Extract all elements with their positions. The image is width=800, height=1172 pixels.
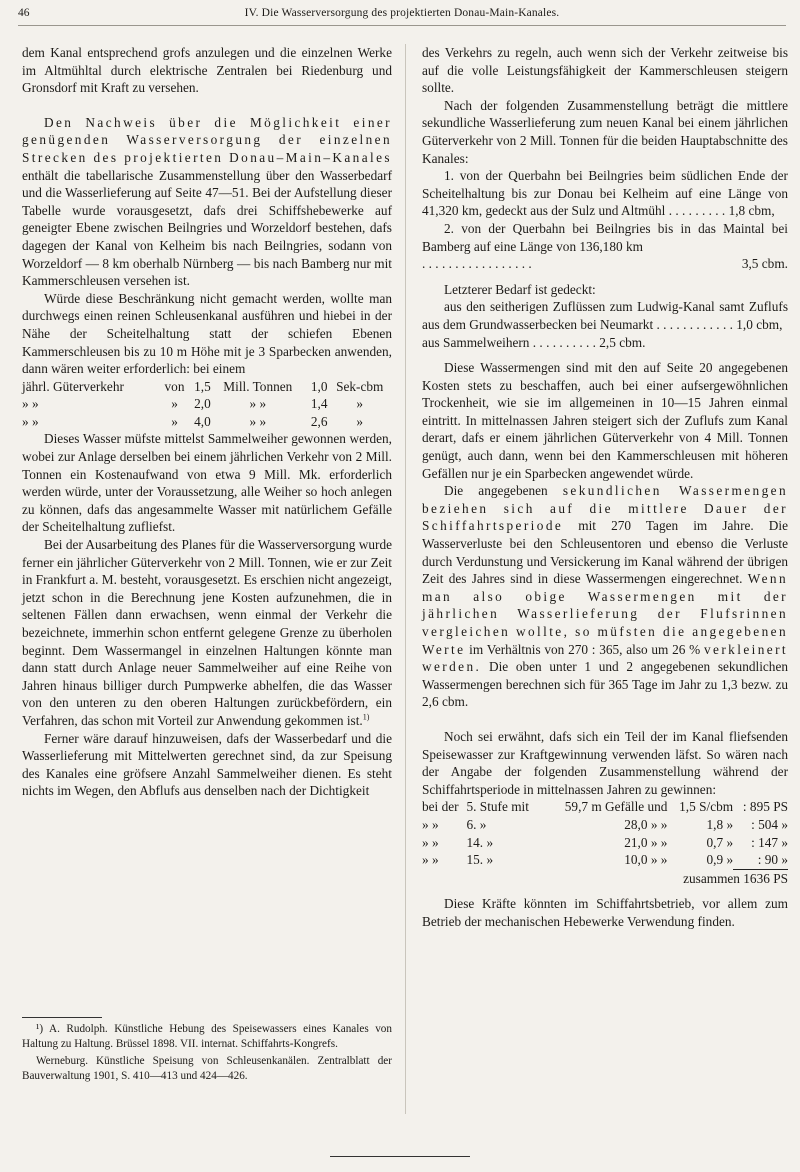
table-cell: 5. Stufe mit: [466, 799, 529, 815]
paragraph: Diese Kräfte könnten im Schiffahrtsbetrieb, vor allem zum Betrieb der mechanischen Hebewerke Verwendung finden.: [422, 896, 788, 929]
table-row: [22, 395, 392, 413]
spaced-text: Wenn man also obige Wassermengen mit der jährlichen Wasserlieferung der Flufsrinnen vergleichen wollte, so müfsten die angegebenen Werte: [422, 571, 788, 657]
paragraph: Die angegebenen sekundlichen Wassermengen beziehen sich auf die mittlere Dauer der Schiffahrtsperiode mit 270 Tagen im Jahre. Die Wasserverluste bei den Schleusentoren und ebenso die Verluste durch Verdunstung und Versickerung im Kanal während der übrigen Zeit des Jahres sind in diese Wassermengen eingerechnet. Wenn man also obige Wassermengen mit der jährlichen Wasserlieferung der Flufsrinnen vergleichen wollte, so müfsten die angegebenen Werte im Verhältnis von 270 : 365, also um 26 % verkleinert werden. Die oben unter 1 und 2 angegebenen sekundlichen Wassermengen berechnen sich für 365 Tage im Jahr zu 1,3 bezw. zu 2,6 cbm.: [422, 483, 788, 710]
spaced-text: Den Nachweis über die Möglichkeit einer genügenden Wasserversorgung der einzelnen Strecken des projektierten Donau–Main–Kanales: [22, 114, 392, 165]
table-cell: » »: [249, 413, 267, 429]
table-cell: »: [171, 396, 178, 412]
paragraph: Nach der folgenden Zusammenstellung beträgt die mittlere sekundliche Wasserlieferung zum neuen Kanal bei einem jährlichen Güterverkehr von 2 Mill. Tonnen für die beiden Hauptabschnitte des Kanales:: [422, 97, 788, 166]
table-cell: » »: [22, 413, 39, 429]
bottom-rule: [330, 1156, 470, 1157]
table-cell: 1,8 »: [706, 816, 734, 832]
table-cell: : 504 »: [751, 816, 788, 832]
table-cell: » »: [422, 816, 439, 832]
list-item: aus den seitherigen Zuflüssen zum Ludwig-Kanal samt Zuflufs aus dem Grundwasserbecken bei Neumarkt . . . . . . . . . . . . 1,0 cbm,: [422, 299, 788, 332]
table-row: [22, 378, 392, 396]
table-cell: : 90 »: [733, 851, 788, 869]
paragraph: Letzterer Bedarf ist gedeckt:: [444, 281, 596, 297]
table-cell: 1,0: [310, 378, 328, 394]
table-cell: jährl. Güterverkehr: [22, 378, 124, 394]
running-header: [18, 7, 786, 23]
table-cell: » »: [422, 834, 439, 850]
table-cell: Mill. Tonnen: [223, 378, 293, 394]
spaced-text: verkleinert werden.: [422, 641, 788, 675]
list-item: 2. von der Querbahn bei Beilngries bis in das Maintal bei Bamberg auf eine Länge von 136,180 km: [422, 220, 788, 254]
traffic-table: [22, 378, 392, 431]
table-cell: 2,6: [310, 413, 328, 429]
left-column: [22, 44, 392, 800]
table-cell: 28,0 » »: [624, 816, 668, 832]
table-cell: »: [356, 396, 364, 412]
table-cell: 0,7 »: [706, 834, 734, 850]
spaced-text: sekundlichen Wassermengen beziehen sich auf die mittlere Dauer der Schiffahrtsperiode: [422, 483, 788, 534]
table-cell: Sek-cbm: [336, 378, 384, 394]
page-number: 46: [18, 7, 30, 19]
header-rule: [18, 25, 786, 26]
table-cell: 1,4: [310, 396, 328, 412]
table-row: [422, 851, 788, 869]
running-title: IV. Die Wasserversorgung des projektierten Donau-Main-Kanales.: [244, 7, 560, 19]
column-divider: [405, 44, 406, 1114]
footnote-ref[interactable]: 1): [362, 712, 370, 722]
table-cell: 0,9 »: [706, 852, 734, 868]
table-cell: 15. »: [466, 852, 494, 868]
paragraph: Diese Wassermengen sind mit den auf Seite 20 angegebenen Kosten stets zu beschaffen, auch bei einer aufsergewöhnlichen Trockenheit, wie sie im allgemeinen in 10—15 Jahren einmal eintritt. In mittelnassen Jahren steigert sich der Zuflufs zum Kanal derart, dafs er einem jährlichen Güterverkehr von 4 Mill. Tonnen genügt, auch dann, wenn bei den Kammerschleusen mit höheren Gefällen nur je ein Sparbecken angewendet würde.: [422, 360, 788, 481]
table-cell: » »: [249, 396, 267, 412]
table-cell: »: [171, 413, 178, 429]
leader-line: . . . . . . . . . . . . . . . . . 3,5 cbm.: [422, 256, 788, 272]
list-item: aus Sammelweihern . . . . . . . . . . 2,5 cbm.: [422, 334, 646, 350]
footnotes: [22, 1022, 392, 1086]
paragraph: Noch sei erwähnt, dafs sich ein Teil der im Kanal fliefsenden Speisewasser zur Kraftgewinnung verwenden läfst. So wären nach der Angabe der folgenden Zusammenstellung während der Schiffahrtsperiode in mittelnassen Jahren zu gewinnen:: [422, 728, 788, 797]
table-cell: 4,0: [194, 413, 211, 429]
power-table: [422, 798, 788, 869]
paragraph: dem Kanal entsprechend grofs anzulegen und die einzelnen Werke im Altmühltal durch elektrische Zentralen bei Riedenburg und Gronsdorf mit Kraft zu versehen.: [22, 45, 392, 96]
power-total: zusammen 1636 PS: [683, 870, 788, 886]
table-cell: 6. »: [466, 816, 487, 832]
paragraph: Ferner wäre darauf hinzuweisen, dafs der Wasserbedarf und die Wasserlieferung mit Mittelwerten gerechnet sind, da zur Speisung des Kanales eine gröfsere Anzahl Sammelweiher dienen. Es steht nichts im Wegen, den Abflufs aus denselben nach der Dichtigkeit: [22, 730, 392, 799]
table-row: [22, 413, 392, 431]
table-cell: : 895 PS: [742, 799, 788, 815]
table-cell: 10,0 » »: [624, 852, 668, 868]
footnote: Werneburg. Künstliche Speisung von Schleusenkanälen. Zentralblatt der Bauverwaltung 1901, S. 410—413 und 424—426.: [22, 1055, 392, 1082]
table-cell: : 147 »: [751, 834, 788, 850]
paragraph-text: enthält die tabellarische Zusammenstellung über den Wasserbedarf und die Wasserlieferung auf Seite 47—51. Bei der Aufstellung dieser Tabelle wurde vorausgesetzt, dafs drei Schiffshebewerke auf geneigter Ebene zwischen Beilngries und Worzeldorf bestehen, dafs dagegen der Kanal von Kelheim bis nach Beilngries, sodann von Worzeldorf — 8 km oberhalb Nürnberg — bis nach Bamberg nur mit Kammerschleusen versehen ist.: [22, 167, 392, 289]
table-cell: »: [356, 413, 364, 429]
table-cell: 21,0 » »: [624, 834, 668, 850]
table-row: [422, 816, 788, 834]
right-column: [422, 44, 788, 931]
list-item: 1. von der Querbahn bei Beilngries beim südlichen Ende der Scheitelhaltung bis zur Donau bei Kelheim auf eine Länge von 41,320 km, gedeckt aus der Sulz und Altmühl . . . . . . . . . 1,8 cbm,: [422, 168, 788, 219]
paragraph: Dieses Wasser müfste mittelst Sammelweiher gewonnen werden, wobei zur Anlage derselben bei einem jährlichen Verkehr von 2 Mill. Tonnen ein Kostenaufwand von etwa 9 Mill. Mk. erforderlich werden würde, unter der Voraussetzung, alle Weiher so hoch anlegen zu können, dafs das angesammelte Wasser mit natürlichem Gefälle der Scheitelhaltung zufliefst.: [22, 431, 392, 535]
table-cell: » »: [22, 396, 39, 412]
paragraph: [22, 536, 392, 730]
paragraph-text: Bei der Ausarbeitung des Planes für die Wasserversorgung wurde ferner ein jährlicher Güterverkehr von 2 Mill. Tonnen, wie er zur Zeit in Frankfurt a. M. besteht, vorausgesetzt. Es erschien nicht angezeigt, jetzt schon in die Berechnung jene Kosten aufzunehmen, die in seltenen Fällen dann erwachsen, wenn einmal der Verkehr die bezeichnete, immerhin schon entfernt gelegene Grenze zu überholen beginnt. Dem Wassermangel in einzelnen Haltungen könnte man dann statt durch Anlage neuer Sammelweiher auf eine Reihe von Jahren hinaus billiger durch Pumpwerke abhelfen, die das Wasser von den unteren zu den oberen Haltungen zurückbefördern, ein Verfahren, das schon mit Vorteil zur Anwendung gekommen ist.: [22, 537, 392, 728]
paragraph: [22, 114, 392, 290]
footnote: ¹) A. Rudolph. Künstliche Hebung des Speisewassers eines Kanales von Haltung zu Haltung. Brüssel 1898. VII. internat. Schiffahrts-Kongrefs.: [22, 1023, 392, 1050]
footnote-rule: [22, 1017, 102, 1018]
table-cell: 59,7 m Gefälle und: [564, 799, 668, 815]
table-cell: 1,5: [194, 378, 211, 394]
table-cell: 2,0: [194, 396, 211, 412]
table-row: [422, 798, 788, 816]
table-cell: 1,5 S/cbm: [679, 799, 734, 815]
paragraph: des Verkehrs zu regeln, auch wenn sich der Verkehr zeitweise bis auf die volle Leistungsfähigkeit der Kammerschleusen steigern sollte.: [422, 45, 788, 96]
table-cell: bei der: [422, 799, 459, 815]
table-cell: » »: [422, 852, 439, 868]
paragraph: Würde diese Beschränkung nicht gemacht werden, wollte man durchwegs einen reinen Schleusenkanal ausführen und hiebei in der Nähe der Scheitelhaltung statt der schiefen Ebenen Kammerschleusen bis zu 10 m Höhe mit je 3 Sparbecken anwenden, dann wären weiter erforderlich: bei einem: [22, 290, 392, 377]
table-row: [422, 834, 788, 852]
table-cell: 14. »: [466, 834, 494, 850]
table-cell: von: [164, 378, 185, 394]
